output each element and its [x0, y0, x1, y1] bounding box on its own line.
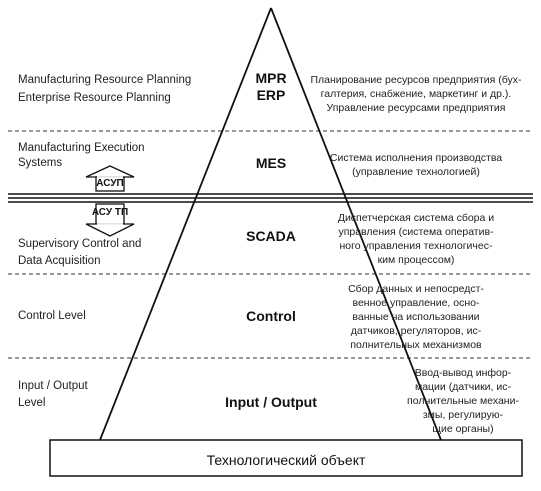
- left-label-line: Manufacturing Resource Planning: [18, 74, 192, 86]
- right-desc-scada: [300, 211, 532, 267]
- right-desc-line: мации (датчики, ис-: [414, 381, 511, 393]
- level-title-line: ERP: [256, 87, 286, 103]
- left-label-line: Input / Output: [18, 380, 88, 392]
- right-desc-line: управления (система оператив-: [338, 226, 494, 238]
- left-label-mes: [18, 141, 228, 171]
- right-desc-line: Ввод-вывод инфор-: [414, 367, 512, 379]
- right-desc-line: Система исполнения производства: [329, 152, 503, 164]
- right-desc-line: Планирование ресурсов предприятия (бух-: [310, 74, 522, 86]
- right-desc-mes: [300, 151, 532, 179]
- right-desc-line: змы, регулирую-: [422, 409, 504, 421]
- right-desc-control: [300, 282, 532, 352]
- level-title-line: MES: [255, 155, 287, 171]
- left-label-line: Control Level: [18, 310, 86, 322]
- level-title-line: SCADA: [246, 228, 296, 244]
- right-desc-line: щие органы): [432, 423, 494, 435]
- right-desc-io: [390, 366, 536, 436]
- right-desc-line: датчиков, регуляторов, ис-: [350, 325, 482, 337]
- right-desc-line: Диспетчерская система сбора и: [337, 212, 495, 224]
- right-desc-line: полнительные механи-: [407, 395, 519, 407]
- left-label-mpr-erp: [18, 71, 228, 107]
- right-desc-line: галтерия, снабжение, маркетинг и др.).: [320, 88, 512, 100]
- right-desc-line: ванные на использовании: [352, 311, 480, 323]
- level-title-line: MPR: [255, 70, 287, 86]
- right-desc-line: венное управление, осно-: [352, 297, 480, 309]
- left-label-line: Manufacturing Execution: [18, 142, 145, 154]
- left-label-line: Data Acquisition: [18, 255, 101, 267]
- left-label-control: [18, 309, 228, 324]
- asup-label: АСУП: [96, 178, 124, 189]
- level-title-line: Control: [246, 308, 296, 324]
- level-title-line: Input / Output: [225, 394, 317, 410]
- system-boundary-lines: [8, 194, 533, 202]
- level-title-io: [196, 394, 346, 410]
- right-desc-line: полнительных механизмов: [350, 339, 482, 351]
- left-label-scada: [18, 236, 228, 270]
- asup-asutp-arrow: [86, 166, 134, 236]
- left-label-line: Enterprise Resource Planning: [18, 92, 171, 104]
- right-desc-line: (управление технологией): [352, 166, 480, 178]
- base-object-label: Технологический объект: [206, 452, 366, 468]
- right-desc-line: ного управления технологичес-: [339, 240, 493, 252]
- left-label-line: Supervisory Control and: [18, 238, 142, 250]
- left-label-line: Level: [18, 397, 46, 409]
- right-desc-line: ким процессом): [377, 254, 455, 266]
- asutp-label: АСУ ТП: [91, 207, 129, 218]
- right-desc-mpr-erp: [300, 73, 532, 115]
- left-label-line: Systems: [18, 157, 63, 169]
- right-desc-line: Сбор данных и непосредст-: [348, 283, 484, 295]
- right-desc-line: Управление ресурсами предприятия: [326, 102, 506, 114]
